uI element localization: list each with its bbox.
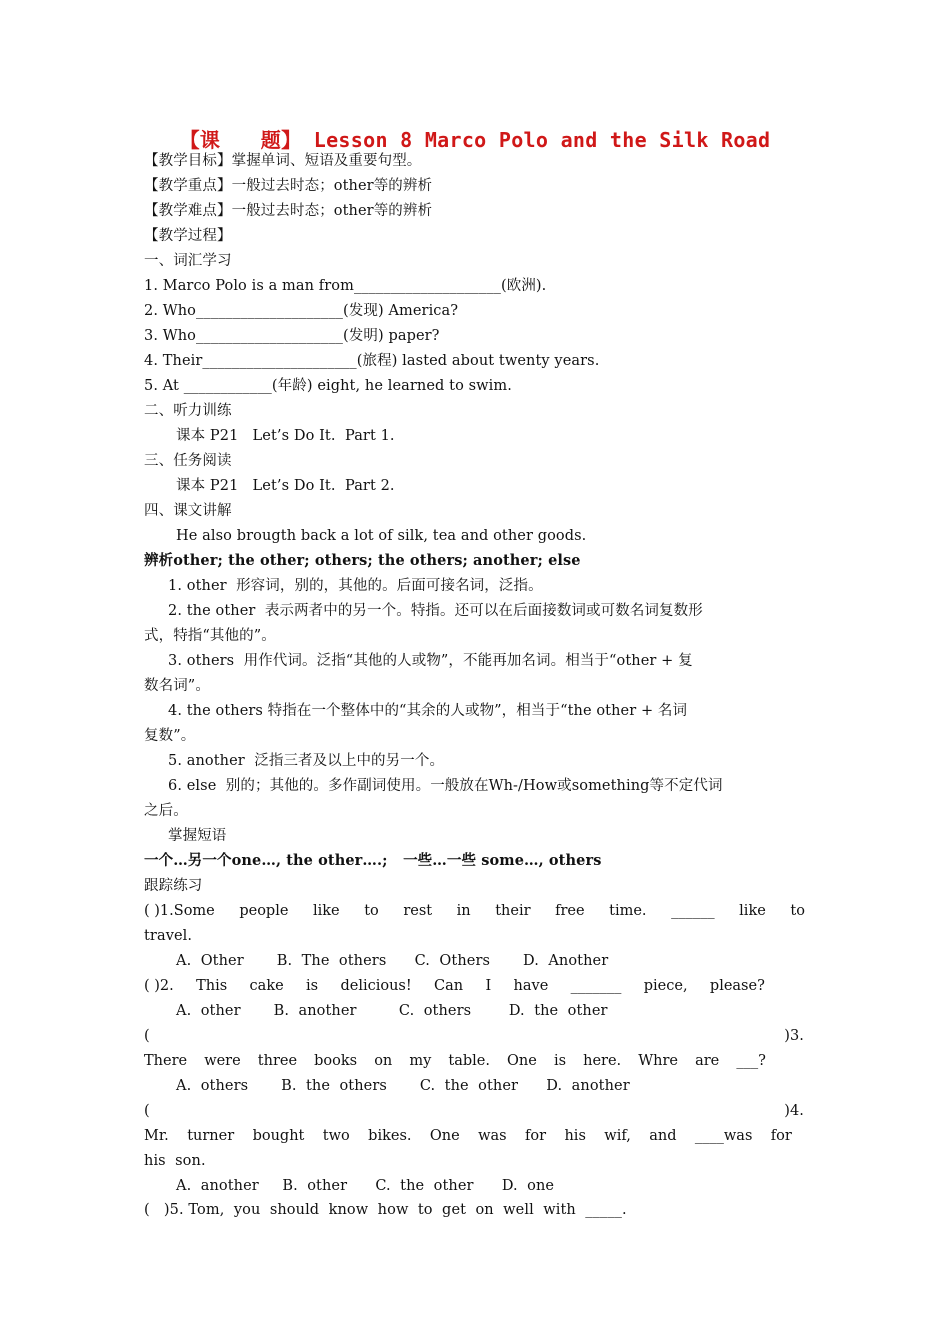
q2-word: cake [249,978,284,994]
q3-word: books [314,1053,358,1069]
q1-word: time. [609,903,647,919]
analysis-point-cont: 复数”。 [144,728,196,744]
question-3-number: )3. [784,1028,804,1044]
practice-heading: 跟踪练习 [144,878,203,894]
q3-word: on [374,1053,393,1069]
q4-word: two [322,1128,350,1144]
example-sentence: He also brougth back a lot of silk, tea and other goods. [176,528,587,544]
q2-word: please? [709,978,765,994]
q2-word: Can [434,978,464,994]
question-4-options: A. another B. other C. the other D. one [176,1178,555,1194]
question-3 [144,1051,766,1071]
vocab-item: 2. Who____________________(发现) America? [144,303,459,319]
q2-blank: _______ [570,978,622,994]
q4-word: his [564,1128,586,1144]
q4-blank: ____was [694,1128,753,1144]
q3-word: here. [583,1053,622,1069]
q4-word: One [429,1128,460,1144]
reading-text: 课本 P21 Let’s Do It. Part 2. [176,478,395,494]
q4-word: for [525,1128,547,1144]
q1-word: ( )1.Some [144,903,215,919]
question-4 [144,1126,792,1146]
q4-word: and [649,1128,677,1144]
analysis-point: 3. others 用作代词。泛指“其他的人或物”，不能再加名词。相当于“other + 复 [168,653,693,669]
analysis-point: 2. the other 表示两者中的另一个。特指。还可以在后面接数词或可数名词复数形 [168,603,703,619]
teaching-process: 【教学过程】 [144,228,232,244]
q1-word: rest [403,903,433,919]
q3-word: There [144,1053,188,1069]
q4-word: bikes. [368,1128,412,1144]
q1-word: like [739,903,766,919]
teaching-focus: 【教学重点】一般过去时态；other等的辨析 [144,178,433,194]
q1-word: to [790,903,805,919]
vocab-item: 5. At ____________(年龄) eight, he learned to swim. [144,378,512,394]
analysis-point: 5. another 泛指三者及以上中的另一个。 [168,753,445,769]
lesson-title: 【课 题】 Lesson 8 Marco Polo and the Silk Road [179,128,771,152]
q1-word: in [456,903,471,919]
analysis-point-cont: 之后。 [144,803,188,819]
q2-word: ( )2. [144,978,174,994]
vocab-item: 1. Marco Polo is a man from____________________(欧洲). [144,278,547,294]
q1-word: to [364,903,379,919]
question-3-paren: ( [144,1028,150,1044]
phrases-title: 掌握短语 [168,828,227,844]
section-vocabulary-heading: 一、词汇学习 [144,253,232,269]
q1-word: free [555,903,585,919]
q1-word: their [495,903,531,919]
q2-word: have [513,978,549,994]
analysis-title: 辨析other; the other; others; the others; another; else [144,552,581,569]
q2-word: piece, [643,978,688,994]
phrases: 一个…另一个one…, the other….; 一些…一些 some…, others [144,852,602,869]
question-5: ( )5. Tom, you should know how to get on well with _____. [144,1202,627,1218]
q4-word: Mr. [144,1128,169,1144]
q3-word: is [553,1053,567,1069]
q2-word: This [196,978,228,994]
analysis-point: 4. the others 特指在一个整体中的“其余的人或物”，相当于“the other + 名词 [168,703,688,719]
question-4-paren: ( [144,1103,150,1119]
q4-word: wif, [604,1128,631,1144]
question-2-options: A. other B. another C. others D. the other [176,1003,608,1019]
q2-word: I [485,978,492,994]
q1-word: like [312,903,340,919]
question-4-cont: his son. [144,1153,206,1169]
teaching-goal: 【教学目标】掌握单词、短语及重要句型。 [144,153,422,169]
q3-word: my [409,1053,432,1069]
q4-word: was [478,1128,507,1144]
q4-word: bought [252,1128,305,1144]
q3-word: One [507,1053,537,1069]
q1-word: people [239,903,289,919]
analysis-point-cont: 数名词”。 [144,678,210,694]
question-1-options: A. Other B. The others C. Others D. Another [176,953,609,969]
q4-word: turner [187,1128,235,1144]
question-3-options: A. others B. the others C. the other D. another [176,1078,630,1094]
analysis-point: 1. other 形容词，别的，其他的。后面可接名词，泛指。 [168,578,543,594]
section-listening-heading: 二、听力训练 [144,403,232,419]
q3-word: Whre [638,1053,678,1069]
q3-word: are [695,1053,720,1069]
section-reading-heading: 三、任务阅读 [144,453,232,469]
q3-word: table. [448,1053,490,1069]
q2-word: delicious! [340,978,412,994]
teaching-difficulty: 【教学难点】一般过去时态；other等的辨析 [144,203,433,219]
section-text-explanation-heading: 四、课文讲解 [144,503,232,519]
listening-text: 课本 P21 Let’s Do It. Part 1. [176,428,395,444]
vocab-item: 4. Their_____________________(旅程) lasted about twenty years. [144,353,600,369]
analysis-point: 6. else 别的；其他的。多作副词使用。一般放在Wh-/How或something等不定代词 [168,778,723,794]
question-1 [144,901,805,921]
vocab-item: 3. Who____________________(发明) paper? [144,328,440,344]
question-1-cont: travel. [144,928,193,944]
q3-word: were [204,1053,241,1069]
analysis-point-cont: 式，特指“其他的”。 [144,628,276,644]
q4-word: for [770,1128,792,1144]
q1-blank: ______ [671,903,715,919]
q3-blank: ___? [736,1053,766,1069]
q2-word: is [306,978,319,994]
question-4-number: )4. [784,1103,804,1119]
q3-word: three [257,1053,298,1069]
question-2 [144,976,765,996]
